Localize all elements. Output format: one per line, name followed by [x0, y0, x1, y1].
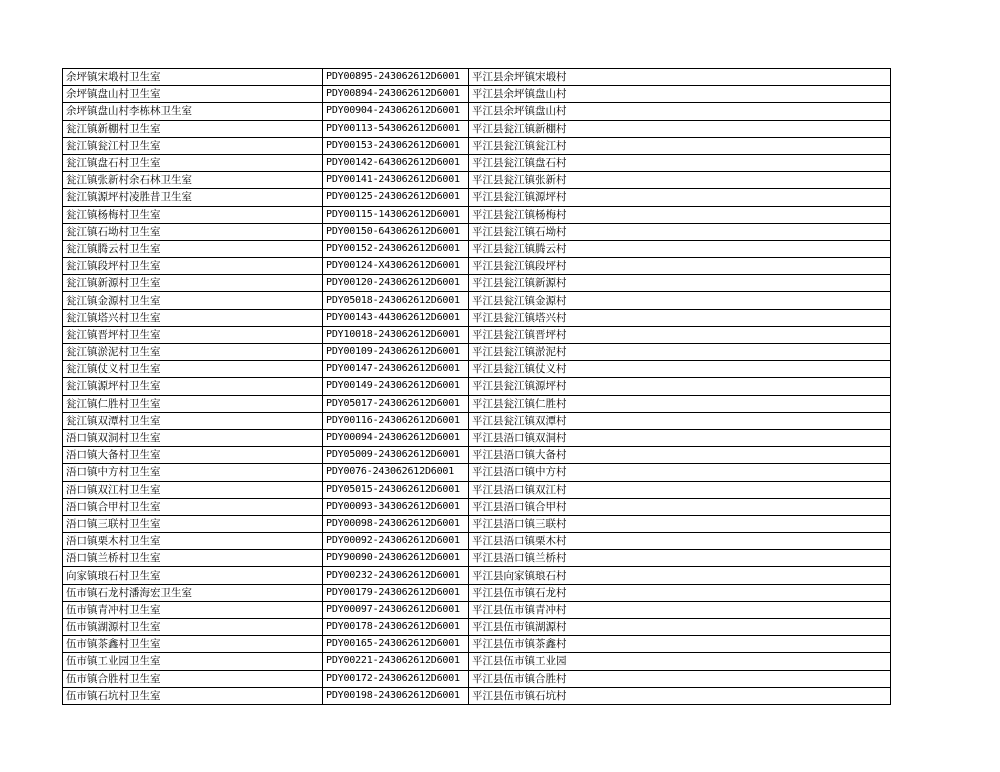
table-row: [63, 619, 891, 636]
address-cell: 平江县瓮江镇杨梅村: [469, 206, 891, 223]
table-row: [63, 687, 891, 704]
license-code-cell: PDY00149-243062612D6001: [323, 378, 469, 395]
license-code-cell: PDY05009-243062612D6001: [323, 447, 469, 464]
table-row: [63, 464, 891, 481]
clinic-name-cell: 瓮江镇金源村卫生室: [63, 292, 323, 309]
license-code-cell: PDY00178-243062612D6001: [323, 619, 469, 636]
address-cell: 平江县瓮江镇仁胜村: [469, 395, 891, 412]
clinic-name-cell: 瓮江镇塔兴村卫生室: [63, 309, 323, 326]
license-code-cell: PDY00895-243062612D6001: [323, 69, 469, 86]
license-code-cell: PDY00165-243062612D6001: [323, 636, 469, 653]
address-cell: 平江县瓮江镇塔兴村: [469, 309, 891, 326]
clinic-table: [62, 68, 891, 705]
table-row: [63, 189, 891, 206]
license-code-cell: PDY00141-243062612D6001: [323, 172, 469, 189]
clinic-name-cell: 瓮江镇段坪村卫生室: [63, 258, 323, 275]
clinic-name-cell: 余坪镇盘山村卫生室: [63, 86, 323, 103]
clinic-name-cell: 伍市镇青冲村卫生室: [63, 601, 323, 618]
address-cell: 平江县伍市镇青冲村: [469, 601, 891, 618]
clinic-name-cell: 浯口镇中方村卫生室: [63, 464, 323, 481]
clinic-name-cell: 伍市镇石坑村卫生室: [63, 687, 323, 704]
address-cell: 平江县向家镇琅石村: [469, 567, 891, 584]
table-row: [63, 447, 891, 464]
address-cell: 平江县余坪镇盘山村: [469, 86, 891, 103]
address-cell: 平江县瓮江镇石坳村: [469, 223, 891, 240]
clinic-name-cell: 瓮江镇杨梅村卫生室: [63, 206, 323, 223]
clinic-name-cell: 瓮江镇腾云村卫生室: [63, 240, 323, 257]
license-code-cell: PDY00115-143062612D6001: [323, 206, 469, 223]
address-cell: 平江县浯口镇兰桥村: [469, 550, 891, 567]
clinic-name-cell: 瓮江镇双潭村卫生室: [63, 412, 323, 429]
license-code-cell: PDY00198-243062612D6001: [323, 687, 469, 704]
table-row: [63, 86, 891, 103]
table-row: [63, 206, 891, 223]
table-row: [63, 670, 891, 687]
license-code-cell: PDY00092-243062612D6001: [323, 533, 469, 550]
address-cell: 平江县浯口镇三联村: [469, 515, 891, 532]
clinic-name-cell: 瓮江镇淤泥村卫生室: [63, 344, 323, 361]
address-cell: 平江县瓮江镇晋坪村: [469, 326, 891, 343]
address-cell: 平江县伍市镇合胜村: [469, 670, 891, 687]
table-row: [63, 69, 891, 86]
address-cell: 平江县浯口镇双洞村: [469, 429, 891, 446]
license-code-cell: PDY00172-243062612D6001: [323, 670, 469, 687]
license-code-cell: PDY00120-243062612D6001: [323, 275, 469, 292]
table-row: [63, 481, 891, 498]
clinic-name-cell: 瓮江镇仁胜村卫生室: [63, 395, 323, 412]
license-code-cell: PDY00093-343062612D6001: [323, 498, 469, 515]
license-code-cell: PDY10018-243062612D6001: [323, 326, 469, 343]
table-row: [63, 550, 891, 567]
clinic-name-cell: 瓮江镇瓮江村卫生室: [63, 137, 323, 154]
table-row: [63, 258, 891, 275]
license-code-cell: PDY00124-X43062612D6001: [323, 258, 469, 275]
table-row: [63, 361, 891, 378]
license-code-cell: PDY00904-243062612D6001: [323, 103, 469, 120]
clinic-name-cell: 浯口镇兰桥村卫生室: [63, 550, 323, 567]
table-row: [63, 378, 891, 395]
table-row: [63, 326, 891, 343]
license-code-cell: PDY00153-243062612D6001: [323, 137, 469, 154]
table-row: [63, 120, 891, 137]
table-row: [63, 653, 891, 670]
license-code-cell: PDY00113-543062612D6001: [323, 120, 469, 137]
address-cell: 平江县瓮江镇段坪村: [469, 258, 891, 275]
address-cell: 平江县浯口镇双江村: [469, 481, 891, 498]
clinic-name-cell: 浯口镇栗木村卫生室: [63, 533, 323, 550]
license-code-cell: PDY00143-443062612D6001: [323, 309, 469, 326]
license-code-cell: PDY00150-643062612D6001: [323, 223, 469, 240]
table-row: [63, 567, 891, 584]
license-code-cell: PDY00109-243062612D6001: [323, 344, 469, 361]
table-row: [63, 137, 891, 154]
table-row: [63, 103, 891, 120]
address-cell: 平江县瓮江镇盘石村: [469, 154, 891, 171]
address-cell: 平江县伍市镇茶鑫村: [469, 636, 891, 653]
clinic-name-cell: 瓮江镇新源村卫生室: [63, 275, 323, 292]
clinic-table-body: [63, 69, 891, 705]
table-row: [63, 429, 891, 446]
license-code-cell: PDY0076-243062612D6001: [323, 464, 469, 481]
address-cell: 平江县浯口镇栗木村: [469, 533, 891, 550]
address-cell: 平江县浯口镇合甲村: [469, 498, 891, 515]
address-cell: 平江县余坪镇盘山村: [469, 103, 891, 120]
clinic-name-cell: 余坪镇宋塅村卫生室: [63, 69, 323, 86]
address-cell: 平江县瓮江镇新棚村: [469, 120, 891, 137]
clinic-name-cell: 向家镇琅石村卫生室: [63, 567, 323, 584]
clinic-name-cell: 浯口镇合甲村卫生室: [63, 498, 323, 515]
address-cell: 平江县瓮江镇金源村: [469, 292, 891, 309]
license-code-cell: PDY00125-243062612D6001: [323, 189, 469, 206]
table-row: [63, 292, 891, 309]
license-code-cell: PDY00894-243062612D6001: [323, 86, 469, 103]
address-cell: 平江县瓮江镇源坪村: [469, 189, 891, 206]
table-row: [63, 309, 891, 326]
table-row: [63, 515, 891, 532]
table-row: [63, 412, 891, 429]
license-code-cell: PDY05015-243062612D6001: [323, 481, 469, 498]
address-cell: 平江县瓮江镇仗义村: [469, 361, 891, 378]
clinic-name-cell: 浯口镇三联村卫生室: [63, 515, 323, 532]
table-row: [63, 584, 891, 601]
table-row: [63, 172, 891, 189]
license-code-cell: PDY00094-243062612D6001: [323, 429, 469, 446]
clinic-name-cell: 瓮江镇石坳村卫生室: [63, 223, 323, 240]
license-code-cell: PDY00097-243062612D6001: [323, 601, 469, 618]
address-cell: 平江县瓮江镇瓮江村: [469, 137, 891, 154]
clinic-name-cell: 瓮江镇新棚村卫生室: [63, 120, 323, 137]
clinic-name-cell: 瓮江镇源坪村凌胜昔卫生室: [63, 189, 323, 206]
address-cell: 平江县瓮江镇新源村: [469, 275, 891, 292]
address-cell: 平江县伍市镇石龙村: [469, 584, 891, 601]
license-code-cell: PDY00147-243062612D6001: [323, 361, 469, 378]
clinic-name-cell: 瓮江镇源坪村卫生室: [63, 378, 323, 395]
clinic-name-cell: 伍市镇合胜村卫生室: [63, 670, 323, 687]
table-row: [63, 533, 891, 550]
clinic-name-cell: 浯口镇双洞村卫生室: [63, 429, 323, 446]
table-row: [63, 154, 891, 171]
address-cell: 平江县伍市镇湖源村: [469, 619, 891, 636]
table-row: [63, 344, 891, 361]
address-cell: 平江县伍市镇石坑村: [469, 687, 891, 704]
address-cell: 平江县瓮江镇腾云村: [469, 240, 891, 257]
clinic-name-cell: 伍市镇茶鑫村卫生室: [63, 636, 323, 653]
license-code-cell: PDY05017-243062612D6001: [323, 395, 469, 412]
address-cell: 平江县伍市镇工业园: [469, 653, 891, 670]
clinic-name-cell: 瓮江镇晋坪村卫生室: [63, 326, 323, 343]
address-cell: 平江县余坪镇宋塅村: [469, 69, 891, 86]
table-row: [63, 275, 891, 292]
table-row: [63, 223, 891, 240]
clinic-name-cell: 浯口镇大备村卫生室: [63, 447, 323, 464]
table-row: [63, 395, 891, 412]
address-cell: 平江县瓮江镇张新村: [469, 172, 891, 189]
clinic-name-cell: 瓮江镇仗义村卫生室: [63, 361, 323, 378]
license-code-cell: PDY00221-243062612D6001: [323, 653, 469, 670]
license-code-cell: PDY00179-243062612D6001: [323, 584, 469, 601]
license-code-cell: PDY00232-243062612D6001: [323, 567, 469, 584]
clinic-name-cell: 浯口镇双江村卫生室: [63, 481, 323, 498]
clinic-name-cell: 伍市镇湖源村卫生室: [63, 619, 323, 636]
table-row: [63, 636, 891, 653]
clinic-name-cell: 余坪镇盘山村李栋林卫生室: [63, 103, 323, 120]
table-row: [63, 240, 891, 257]
license-code-cell: PDY00098-243062612D6001: [323, 515, 469, 532]
clinic-name-cell: 瓮江镇张新村余石林卫生室: [63, 172, 323, 189]
license-code-cell: PDY90090-243062612D6001: [323, 550, 469, 567]
license-code-cell: PDY00142-643062612D6001: [323, 154, 469, 171]
clinic-name-cell: 瓮江镇盘石村卫生室: [63, 154, 323, 171]
address-cell: 平江县浯口镇中方村: [469, 464, 891, 481]
address-cell: 平江县瓮江镇源坪村: [469, 378, 891, 395]
table-row: [63, 601, 891, 618]
license-code-cell: PDY00152-243062612D6001: [323, 240, 469, 257]
address-cell: 平江县瓮江镇淤泥村: [469, 344, 891, 361]
clinic-name-cell: 伍市镇工业园卫生室: [63, 653, 323, 670]
license-code-cell: PDY00116-243062612D6001: [323, 412, 469, 429]
license-code-cell: PDY05018-243062612D6001: [323, 292, 469, 309]
table-row: [63, 498, 891, 515]
address-cell: 平江县瓮江镇双潭村: [469, 412, 891, 429]
clinic-name-cell: 伍市镇石龙村潘海宏卫生室: [63, 584, 323, 601]
address-cell: 平江县浯口镇大备村: [469, 447, 891, 464]
